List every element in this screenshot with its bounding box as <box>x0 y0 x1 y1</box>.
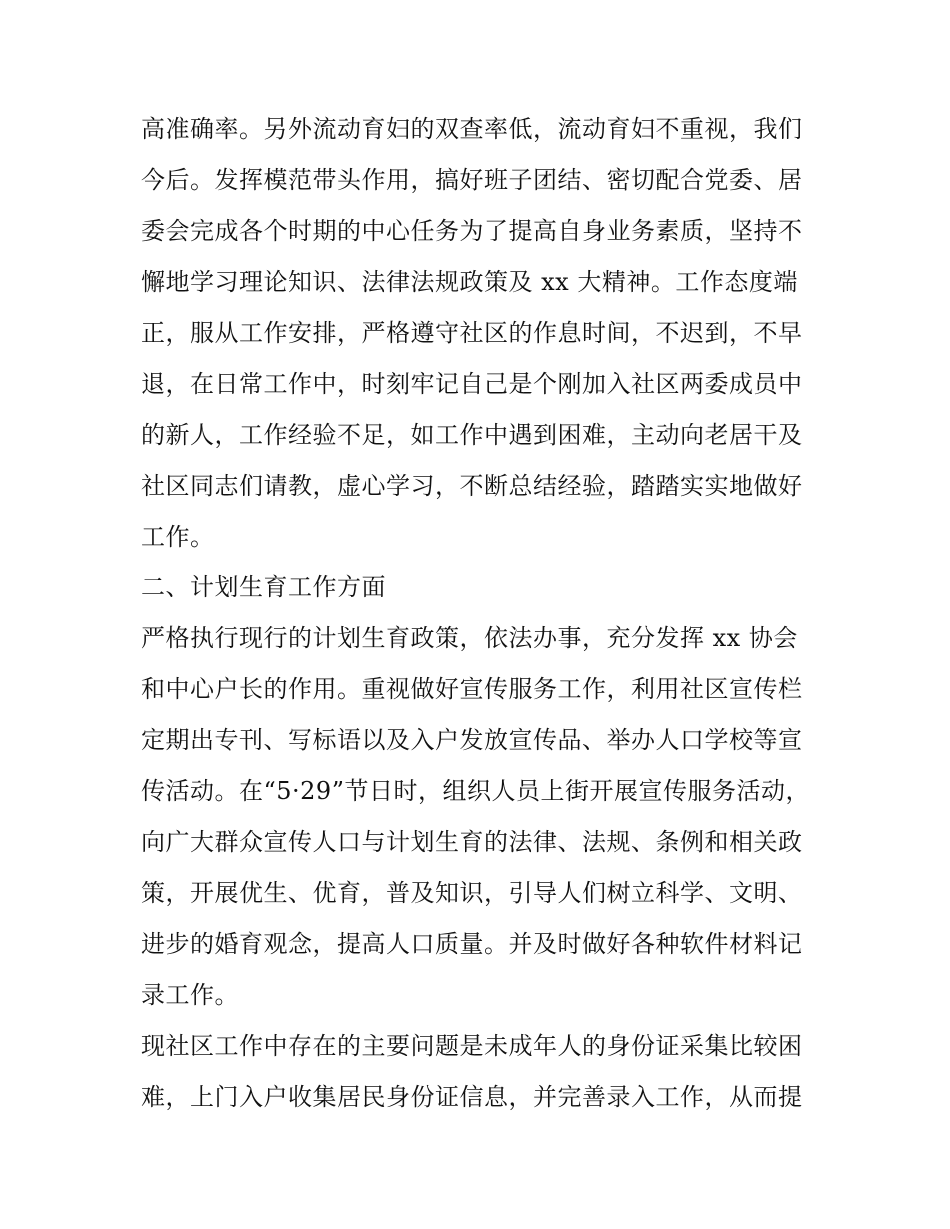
paragraph-line: 向广大群众宣传人口与计划生育的法律、法规、条例和相关政 <box>141 828 803 856</box>
paragraph-line: 正，服从工作安排，严格遵守社区的作息时间，不迟到，不早 <box>141 319 803 347</box>
paragraph-line: 退，在日常工作中，时刻牢记自己是个刚加入社区两委成员中 <box>141 370 803 398</box>
paragraph-line: 高准确率。另外流动育妇的双查率低，流动育妇不重视，我们 <box>141 115 803 143</box>
paragraph-line: 难，上门入户收集居民身份证信息，并完善录入工作，从而提 <box>141 1083 803 1111</box>
paragraph-line: 现社区工作中存在的主要问题是未成年人的身份证采集比较困 <box>141 1032 803 1060</box>
paragraph-line: 严格执行现行的计划生育政策，依法办事，充分发挥 xx 协会 <box>141 624 798 652</box>
paragraph-line: 懈地学习理论知识、法律法规政策及 xx 大精神。工作态度端 <box>141 268 798 296</box>
section-heading: 二、计划生育工作方面 <box>141 573 386 601</box>
paragraph-line: 录工作。 <box>141 981 239 1009</box>
paragraph-line: 和中心户长的作用。重视做好宣传服务工作，利用社区宣传栏 <box>141 675 803 703</box>
paragraph-line: 的新人，工作经验不足，如工作中遇到困难，主动向老居干及 <box>141 421 803 449</box>
paragraph-line: 传活动。在“5·29”节日时，组织人员上街开展宣传服务活动， <box>141 777 810 805</box>
paragraph-line: 今后。发挥模范带头作用，搞好班子团结、密切配合党委、居 <box>141 166 803 194</box>
paragraph-line: 工作。 <box>141 523 215 551</box>
paragraph-line: 社区同志们请教，虚心学习，不断总结经验，踏踏实实地做好 <box>141 472 803 500</box>
paragraph-line: 委会完成各个时期的中心任务为了提高自身业务素质，坚持不 <box>141 217 803 245</box>
paragraph-line: 定期出专刊、写标语以及入户发放宣传品、举办人口学校等宣 <box>141 726 803 754</box>
paragraph-line: 进步的婚育观念，提高人口质量。并及时做好各种软件材料记 <box>141 930 803 958</box>
paragraph-line: 策，开展优生、优育，普及知识，引导人们树立科学、文明、 <box>141 879 803 907</box>
